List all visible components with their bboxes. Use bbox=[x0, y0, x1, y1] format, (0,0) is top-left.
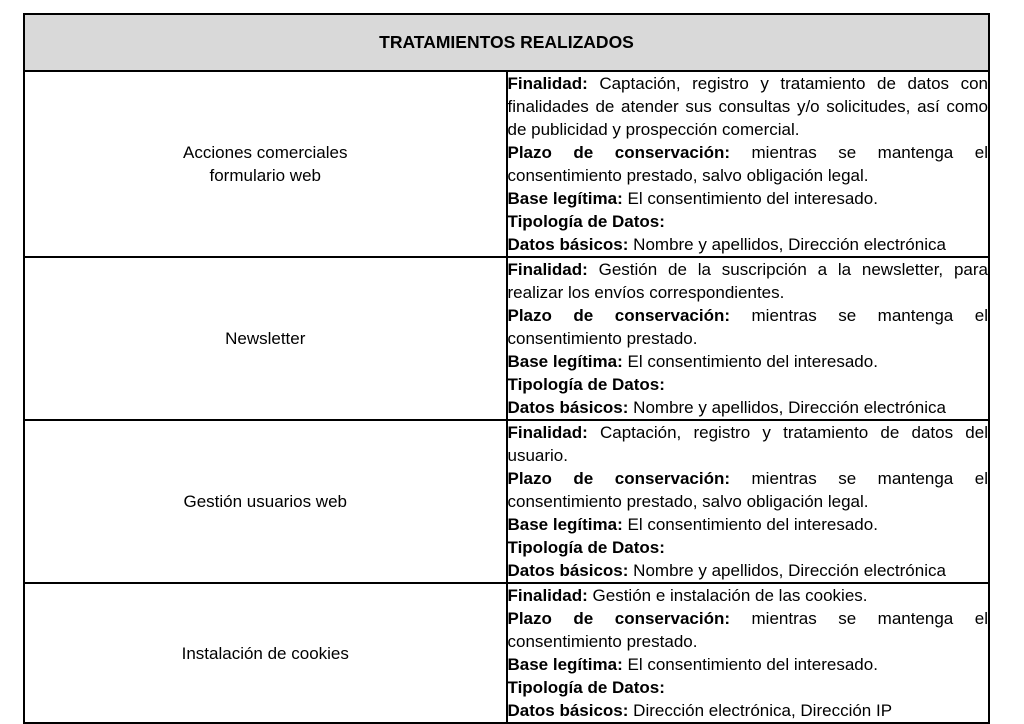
datos-line bbox=[508, 396, 989, 419]
datos-value: Dirección electrónica, Dirección IP bbox=[633, 701, 893, 720]
plazo-label: Plazo de conservación: bbox=[507, 143, 731, 162]
table-row bbox=[24, 583, 989, 723]
datos-line bbox=[508, 559, 989, 582]
base-value: El consentimiento del interesado. bbox=[627, 352, 878, 371]
finalidad-line bbox=[508, 584, 989, 607]
tipologia-label: Tipología de Datos: bbox=[507, 678, 665, 697]
treatment-name: Acciones comerciales bbox=[183, 143, 348, 162]
base-label: Base legítima: bbox=[507, 515, 623, 534]
treatment-name: Newsletter bbox=[225, 329, 306, 348]
datos-value: Nombre y apellidos, Dirección electrónica bbox=[633, 398, 946, 417]
datos-line bbox=[508, 699, 989, 722]
datos-label: Datos básicos: bbox=[507, 398, 629, 417]
finalidad-label: Finalidad: bbox=[507, 423, 588, 442]
treatment-details bbox=[507, 420, 990, 583]
base-label: Base legítima: bbox=[507, 189, 623, 208]
datos-value: Nombre y apellidos, Dirección electrónica bbox=[633, 235, 946, 254]
treatment-name-cell bbox=[24, 583, 507, 723]
tipologia-line bbox=[508, 536, 989, 559]
table-title: TRATAMIENTOS REALIZADOS bbox=[24, 14, 989, 71]
base-value: El consentimiento del interesado. bbox=[627, 515, 878, 534]
plazo-value: mientras se mantenga el consentimiento prestado. bbox=[507, 609, 988, 651]
datos-value: Nombre y apellidos, Dirección electrónica bbox=[633, 561, 946, 580]
base-label: Base legítima: bbox=[507, 352, 623, 371]
treatment-details bbox=[507, 71, 990, 257]
treatment-name-cell bbox=[24, 71, 507, 257]
treatment-details bbox=[507, 257, 990, 420]
base-line bbox=[508, 350, 989, 373]
finalidad-value: Captación, registro y tratamiento de datos del usuario. bbox=[507, 423, 988, 465]
base-value: El consentimiento del interesado. bbox=[627, 189, 878, 208]
finalidad-label: Finalidad: bbox=[507, 260, 588, 279]
finalidad-line bbox=[508, 258, 989, 304]
treatments-table bbox=[23, 13, 990, 724]
finalidad-value: Gestión e instalación de las cookies. bbox=[592, 586, 868, 605]
treatment-name: formulario web bbox=[209, 166, 321, 185]
tipologia-line bbox=[508, 676, 989, 699]
base-line bbox=[508, 513, 989, 536]
base-label: Base legítima: bbox=[507, 655, 623, 674]
plazo-line bbox=[508, 304, 989, 350]
plazo-label: Plazo de conservación: bbox=[507, 306, 731, 325]
datos-line bbox=[508, 233, 989, 256]
plazo-label: Plazo de conservación: bbox=[507, 609, 731, 628]
finalidad-line bbox=[508, 421, 989, 467]
treatment-name: Instalación de cookies bbox=[181, 643, 349, 663]
plazo-line bbox=[508, 467, 989, 513]
finalidad-value: Gestión de la suscripción a la newsletter, para realizar los envíos correspondientes. bbox=[507, 260, 988, 302]
treatment-name: Gestión usuarios web bbox=[183, 492, 347, 511]
plazo-value: mientras se mantenga el consentimiento prestado, salvo obligación legal. bbox=[507, 469, 988, 511]
table-row bbox=[24, 257, 989, 420]
plazo-line bbox=[508, 141, 989, 187]
plazo-line bbox=[508, 607, 989, 653]
header-row bbox=[24, 14, 989, 71]
tipologia-line bbox=[508, 373, 989, 396]
tipologia-label: Tipología de Datos: bbox=[507, 375, 665, 394]
base-line bbox=[508, 653, 989, 676]
datos-label: Datos básicos: bbox=[507, 235, 629, 254]
finalidad-label: Finalidad: bbox=[507, 74, 588, 93]
plazo-label: Plazo de conservación: bbox=[507, 469, 731, 488]
finalidad-line bbox=[508, 72, 989, 141]
base-line bbox=[508, 187, 989, 210]
plazo-value: mientras se mantenga el consentimiento prestado, salvo obligación legal. bbox=[507, 143, 988, 185]
base-value: El consentimiento del interesado. bbox=[627, 655, 878, 674]
tipologia-line bbox=[508, 210, 989, 233]
treatment-name-cell bbox=[24, 420, 507, 583]
finalidad-value: Captación, registro y tratamiento de datos con finalidades de atender sus consultas y/o solicitudes, así como de publicidad y prospección comercial. bbox=[507, 74, 988, 139]
treatment-name-cell bbox=[24, 257, 507, 420]
datos-label: Datos básicos: bbox=[507, 701, 629, 720]
tipologia-label: Tipología de Datos: bbox=[507, 212, 665, 231]
plazo-value: mientras se mantenga el consentimiento prestado. bbox=[507, 306, 988, 348]
table-row bbox=[24, 420, 989, 583]
table-row bbox=[24, 71, 989, 257]
tipologia-label: Tipología de Datos: bbox=[507, 538, 665, 557]
datos-label: Datos básicos: bbox=[507, 561, 629, 580]
finalidad-label: Finalidad: bbox=[507, 586, 588, 605]
treatment-details bbox=[507, 583, 990, 723]
